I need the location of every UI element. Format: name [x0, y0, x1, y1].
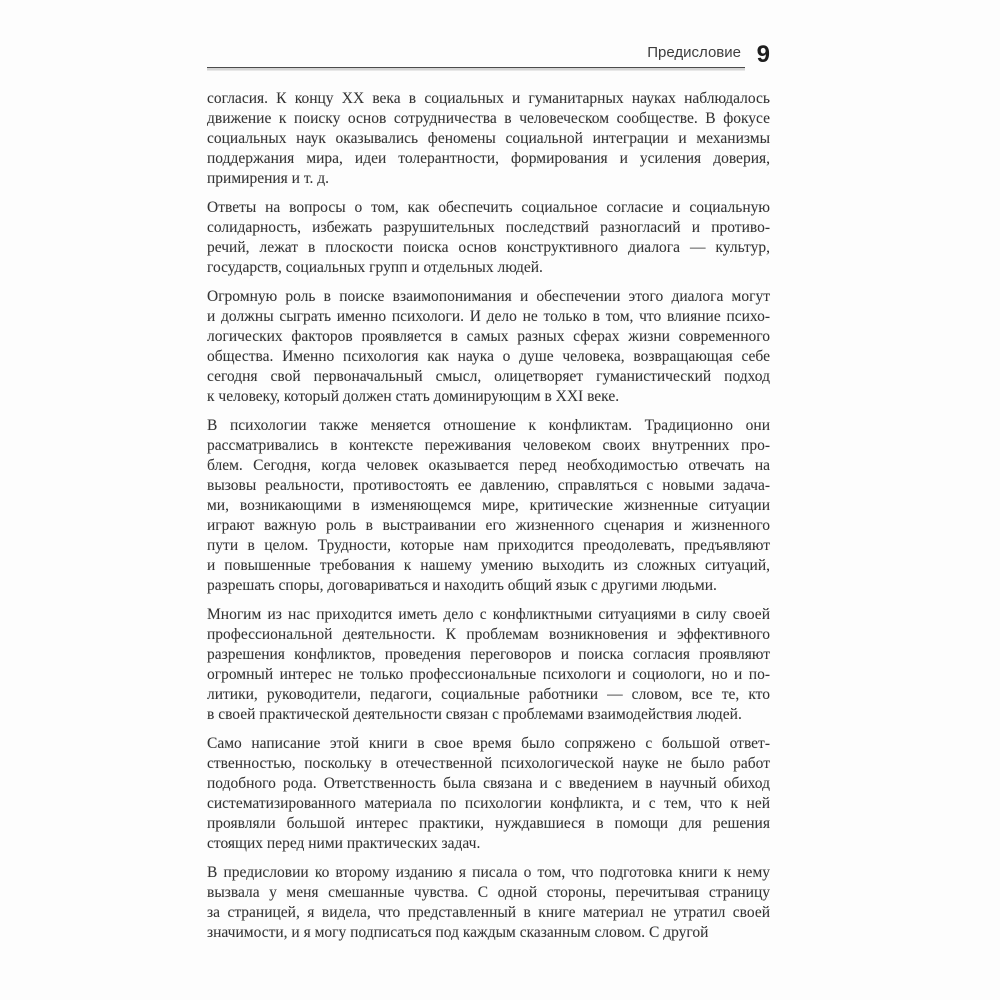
text-line: примирения и т. д.	[207, 170, 329, 187]
text-line: значимости, и я могу подписаться под каждым сказанным словом. С другой	[207, 924, 709, 941]
page-number: 9	[756, 41, 770, 68]
text-line: подобного рода. Ответственность была связана и с введением в научный обиход	[207, 775, 770, 792]
paragraph	[207, 734, 770, 854]
paragraph	[207, 89, 770, 189]
text-line: и повышенные требования к нашему умению выходить из сложных ситуаций,	[207, 557, 770, 574]
text-line: ми, возникающими в изменяющемся мире, критические жизненные ситуации	[207, 497, 770, 514]
text-line: и должны сыграть именно психологи. И дело не только в том, что влияние психо-	[207, 308, 770, 325]
text-line: к человеку, который должен стать доминирующим в XXI веке.	[207, 388, 620, 405]
text-line: играют важную роль в выстраивании его жизненного сценария и жизненного	[207, 517, 770, 534]
text-line: стоящих перед ними практических задач.	[207, 835, 481, 852]
text-line: движение к поиску основ сотрудничества в человеческом сообществе. В фокусе	[207, 110, 770, 127]
text-line: блем. Сегодня, когда человек оказывается перед необходимостью отвечать на	[207, 457, 770, 474]
paragraph	[207, 863, 770, 943]
text-line: согласия. К концу XX века в социальных и гуманитарных науках наблюдалось	[207, 90, 770, 107]
paragraph	[207, 416, 770, 596]
text-line: Огромную роль в поиске взаимопонимания и обеспечении этого диалога могут	[207, 288, 770, 305]
text-line: логических факторов проявляется в самых разных сферах жизни современного	[207, 328, 770, 345]
paragraph	[207, 287, 770, 407]
text-line: профессиональной деятельности. К проблемам возникновения и эффективного	[207, 626, 770, 643]
text-line: проявляли большой интерес практики, нуждавшиеся в помощи для решения	[207, 815, 770, 832]
text-line: вызвала у меня смешанные чувства. С одной стороны, перечитывая страницу	[207, 884, 770, 901]
text-line: Ответы на вопросы о том, как обеспечить социальное согласие и социальную	[207, 199, 770, 216]
text-line: литики, руководители, педагоги, социальные работники — словом, все те, кто	[207, 686, 770, 703]
text-line: в своей практической деятельности связан с проблемами взаимодействия людей.	[207, 706, 742, 723]
text-line: разрешения конфликтов, проведения переговоров и поиска согласия проявляют	[207, 646, 770, 663]
text-line: за страницей, я видела, что представленный в книге материал не утратил своей	[207, 904, 770, 921]
page-body	[207, 89, 770, 952]
running-title: Предисловие	[647, 44, 741, 61]
text-line: систематизированного материала по психологии конфликта, и с тем, что к ней	[207, 795, 770, 812]
running-title-rule	[207, 44, 745, 68]
text-line: В психологии также меняется отношение к конфликтам. Традиционно они	[207, 417, 770, 434]
text-line: социальных наук оказывались феномены социальной интеграции и механизмы	[207, 130, 770, 147]
text-line: рассматривались в контексте переживания человеком своих внутренних про-	[207, 437, 770, 454]
text-line: В предисловии ко второму изданию я писала о том, что подготовка книги к нему	[207, 864, 770, 881]
text-line: пути в целом. Трудности, которые нам приходится преодолевать, предъявляют	[207, 537, 770, 554]
text-line: сегодня свой первоначальный смысл, олицетворяет гуманистический подход	[207, 368, 770, 385]
text-line: разрешать споры, договариваться и находить общий язык с другими людьми.	[207, 577, 717, 594]
text-line: государств, социальных групп и отдельных людей.	[207, 259, 543, 276]
text-line: огромный интерес не только профессиональные психологи и социологи, но и по-	[207, 666, 770, 683]
paragraph	[207, 605, 770, 725]
text-line: солидарность, избежать разрушительных последствий разногласий и противо-	[207, 219, 770, 236]
text-line: речий, лежат в плоскости поиска основ конструктивного диалога — культур,	[207, 239, 770, 256]
text-line: вызовы реальности, противостоять ее давлению, справляться с новыми задача-	[207, 477, 770, 494]
text-line: ственностью, поскольку в отечественной психологической науке не было работ	[207, 755, 770, 772]
page-header	[207, 41, 770, 78]
text-line: общества. Именно психология как наука о душе человека, возвращающая себе	[207, 348, 770, 365]
text-line: Многим из нас приходится иметь дело с конфликтными ситуациями в силу своей	[207, 606, 770, 623]
text-line: поддержания мира, идеи толерантности, формирования и усиления доверия,	[207, 150, 770, 167]
text-line: Само написание этой книги в свое время было сопряжено с большой ответ-	[207, 735, 770, 752]
paragraph	[207, 198, 770, 278]
